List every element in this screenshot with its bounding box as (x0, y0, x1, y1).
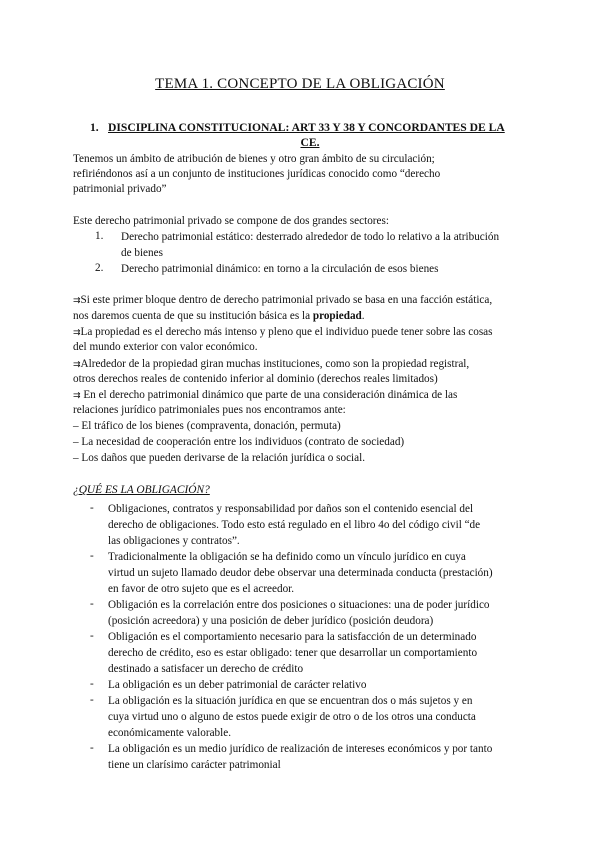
list-number: 1. (95, 230, 104, 242)
section-number: 1. (90, 121, 99, 134)
definition-line: las obligaciones y contratos”. (108, 535, 240, 547)
list-item: de bienes (121, 247, 163, 259)
bold-term: propiedad (312, 310, 362, 322)
definition-line: cuya virtud uno o alguno de estos puede exigir de otro o de los otros una conducta (108, 711, 476, 723)
definition-line: La obligación es la situación jurídica en que se encuentran dos o más sujetos y en (108, 695, 473, 707)
intro-line: patrimonial privado” (73, 183, 167, 195)
paragraph-line: relaciones jurídico patrimoniales pues nos encontramos ante: (73, 404, 346, 416)
list-number: 2. (95, 262, 104, 274)
bullet-dash: - (90, 550, 94, 562)
definition-line: Obligación es el comportamiento necesario para la satisfacción de un determinado (108, 631, 477, 643)
list-item: Derecho patrimonial dinámico: en torno a la circulación de esos bienes (121, 263, 439, 275)
arrow-icon: ⇉ (73, 391, 81, 401)
question-heading: ¿QUÉ ES LA OBLIGACIÓN? (73, 484, 210, 496)
bullet-dash: - (90, 502, 94, 514)
definition-line: en favor de otro sujeto que es el acreedor. (108, 583, 295, 595)
bullet-dash: - (90, 630, 94, 642)
bullet-dash: - (90, 694, 94, 706)
definition-line: derecho de crédito, eso es estar obligado: tener que desarrollar un comportamiento (108, 647, 478, 659)
dash-item: – El tráfico de los bienes (compraventa, donación, permuta) (73, 420, 341, 432)
paragraph-line: nos daremos cuenta de que su institución básica es la propiedad. (73, 310, 365, 322)
definition-line: (posición acreedora) y una posición de deber jurídico (posición deudora) (108, 615, 434, 627)
arrow-icon: ⇉ (73, 360, 81, 370)
intro-line: Tenemos un ámbito de atribución de bienes y otro gran ámbito de su circulación; (73, 153, 435, 165)
section-title-line-2: CE. (300, 136, 320, 149)
sectors-intro: Este derecho patrimonial privado se compone de dos grandes sectores: (73, 215, 389, 227)
section-title-line-1: DISCIPLINA CONSTITUCIONAL: ART 33 Y 38 Y CONCORDANTES DE LA (108, 121, 505, 134)
paragraph-line: otros derechos reales de contenido inferior al dominio (derechos reales limitados) (73, 373, 438, 385)
page-title: TEMA 1. CONCEPTO DE LA OBLIGACIÓN (155, 76, 445, 92)
definition-line: económicamente valorable. (108, 727, 232, 739)
arrow-icon: ⇉ (73, 296, 81, 306)
paragraph-line: ⇉ En el derecho patrimonial dinámico que parte de una consideración dinámica de las (73, 389, 458, 401)
paragraph-line: del mundo exterior con valor económico. (73, 341, 258, 353)
paragraph-line: ⇉La propiedad es el derecho más intenso y pleno que el individuo puede tener sobre las cosas (73, 326, 493, 338)
list-item: Derecho patrimonial estático: desterrado alrededor de todo lo relativo a la atribución (121, 231, 500, 243)
definition-line: Tradicionalmente la obligación se ha definido como un vínculo jurídico en cuya (108, 551, 466, 563)
definition-line: tiene un clarísimo carácter patrimonial (108, 759, 281, 771)
bullet-dash: - (90, 742, 94, 754)
paragraph-line: ⇉Si este primer bloque dentro de derecho patrimonial privado se basa en una facción estática, (73, 294, 493, 306)
definition-line: Obligaciones, contratos y responsabilidad por daños son el contenido esencial del (108, 503, 474, 515)
definition-line: La obligación es un deber patrimonial de carácter relativo (108, 679, 367, 691)
definition-line: Obligación es la correlación entre dos posiciones o situaciones: una de poder jurídico (108, 599, 490, 611)
dash-item: – Los daños que pueden derivarse de la relación jurídica o social. (73, 452, 366, 464)
definition-line: derecho de obligaciones. Todo esto está regulado en el libro 4o del código civil “de (108, 519, 481, 531)
intro-line: refiriéndonos así a un conjunto de instituciones jurídicas conocido como “derecho (73, 168, 441, 180)
definition-line: virtud un sujeto llamado deudor debe observar una determinada conducta (prestación) (108, 567, 493, 579)
definition-line: La obligación es un medio jurídico de realización de intereses económicos y por tanto (108, 743, 493, 755)
paragraph-line: ⇉Alrededor de la propiedad giran muchas instituciones, como son la propiedad registral, (73, 358, 470, 370)
arrow-icon: ⇉ (73, 328, 81, 338)
bullet-dash: - (90, 678, 94, 690)
definition-line: destinado a satisfacer un derecho de crédito (108, 663, 304, 675)
dash-item: – La necesidad de cooperación entre los individuos (contrato de sociedad) (73, 436, 405, 448)
bullet-dash: - (90, 598, 94, 610)
